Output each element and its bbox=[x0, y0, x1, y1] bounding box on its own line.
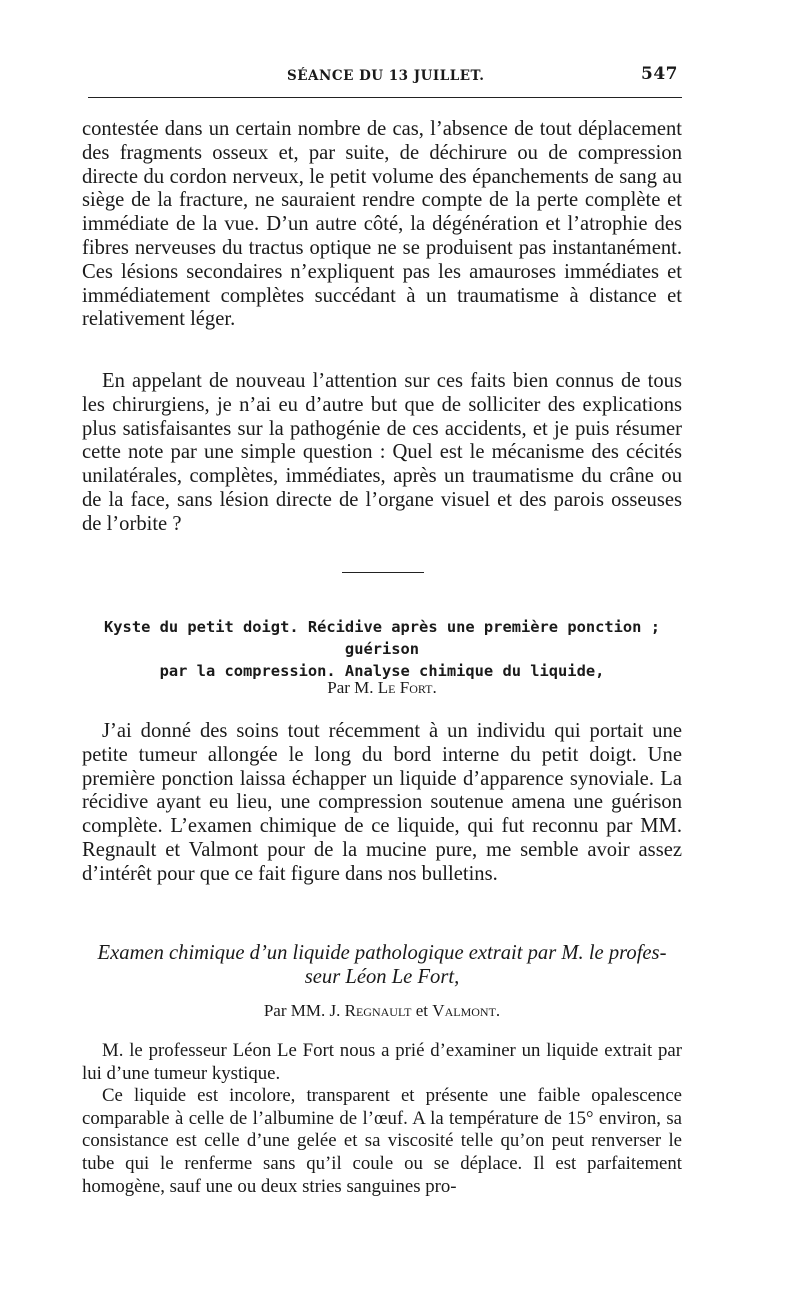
author-name: Regnault bbox=[344, 1001, 412, 1020]
running-head bbox=[82, 64, 682, 86]
kyste-paragraph bbox=[82, 720, 682, 887]
section-title-examen bbox=[82, 941, 682, 989]
section-title-line: Kyste du petit doigt. Récidive après une première ponction ; guérison bbox=[104, 618, 660, 658]
byline-prefix: Par MM. J. bbox=[263, 1001, 341, 1020]
section-title-kyste bbox=[82, 616, 682, 682]
author-name: Valmont. bbox=[432, 1001, 501, 1020]
paragraph-text: J’ai donné des soins tout récemment à un individu qui portait une petite tumeur allongée le long du bord interne du petit doigt. Une première ponction laissa échapper un liquide d’apparence synoviale. La récidive ayant eu lieu, une compression soutenue amena une guérison complète. L’examen chimique de ce liquide, qui fut reconnu par MM. Regnault et Valmont pour de la mucine pure, me semble avoir assez d’intérêt pour que ce fait figure dans nos bulletins. bbox=[82, 720, 682, 885]
paragraph-text: contestée dans un certain nombre de cas, l’absence de tout déplacement des fragments osseux et, par suite, de déchirure ou de compression directe du cordon nerveux, le petit volume des épanchements de sang au siège de la fracture, ne sauraient rendre compte de la perte complète et immédiate de la vue. D’un autre côté, la dégénération et l’atrophie des fibres nerveuses du tractus optique ne se produisent pas instantanément. Ces lésions secondaires n’expliquent pas les amauroses immédiates et immédiatement complètes succédant à un traumatisme à distance et relativement léger. bbox=[82, 118, 682, 331]
byline-le-fort bbox=[82, 678, 682, 698]
continued-paragraph bbox=[82, 118, 682, 332]
section-title-line: seur Léon Le Fort, bbox=[304, 966, 460, 988]
header-rule bbox=[88, 97, 682, 98]
section-title-line: par la compression. Analyse chimique du liquide, bbox=[159, 662, 605, 680]
running-title: SÉANCE DU 13 JUILLET. bbox=[287, 68, 485, 84]
page-number: 547 bbox=[641, 64, 678, 84]
byline-regnault-valmont bbox=[82, 1001, 682, 1021]
closing-paragraph bbox=[82, 370, 682, 537]
author-name: Le Fort. bbox=[377, 678, 437, 697]
examen-text bbox=[82, 1040, 682, 1198]
paragraph-text: En appelant de nouveau l’attention sur ces faits bien connus de tous les chirurgiens, je n’ai eu d’autre but que de solliciter des explications plus satisfaisantes sur la pathogénie de ces accidents, et je puis résumer cette note par une simple question : Quel est le mécanisme des cécités unilatérales, complètes, immédiates, après un traumatisme du crâne ou de la face, sans lésion directe de l’organe visuel et des parois osseuses de l’orbite ? bbox=[82, 370, 682, 535]
paragraph-text: Ce liquide est incolore, transparent et présente une faible opalescence comparable à celle de l’albumine de l’œuf. A la température de 15° environ, sa consistance est celle d’une gelée et sa viscosité telle qu’on peut renverser le tube qui le renferme sans qu’il coule ou se déplace. Il est parfaitement homogène, sauf une ou deux stries sanguines pro- bbox=[82, 1085, 682, 1197]
section-title-line: Examen chimique d’un liquide pathologique extrait par M. le profes- bbox=[97, 942, 667, 964]
paragraph-text: M. le professeur Léon Le Fort nous a prié d’examiner un liquide extrait par lui d’une tumeur kystique. bbox=[82, 1040, 682, 1084]
byline-conjunction: et bbox=[415, 1001, 429, 1020]
byline-prefix: Par M. bbox=[327, 678, 374, 697]
section-separator bbox=[342, 572, 424, 573]
